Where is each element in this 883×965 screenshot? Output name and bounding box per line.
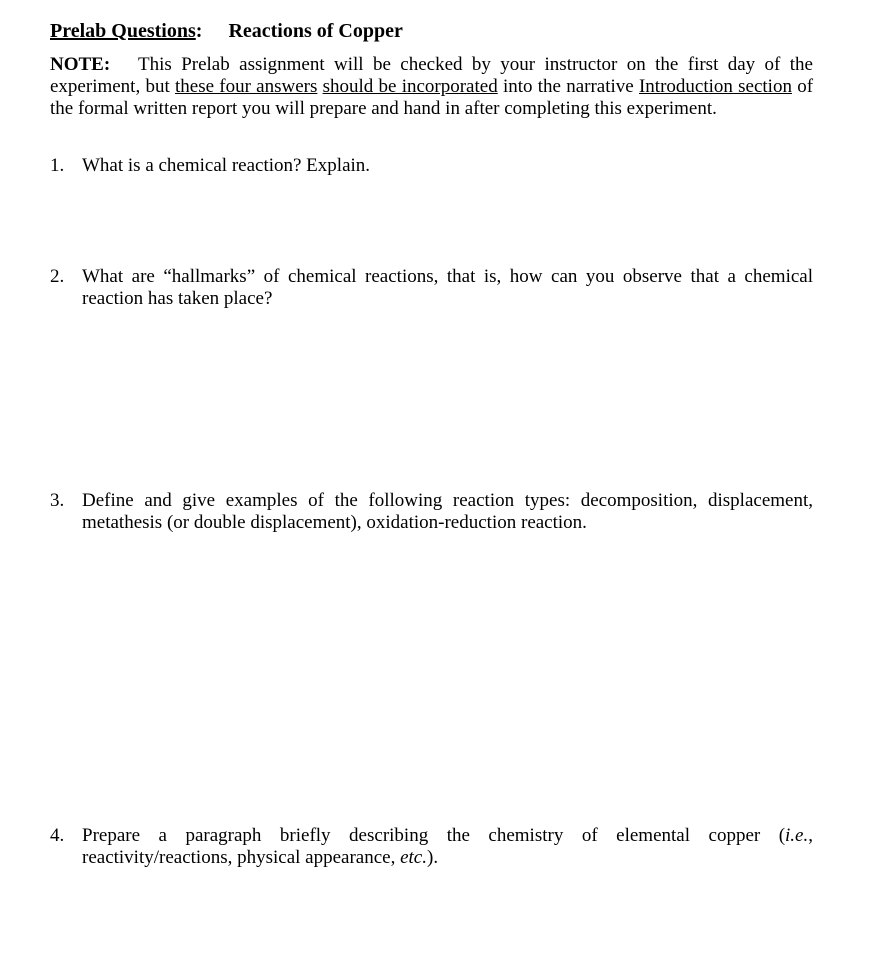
title-colon: : <box>195 20 203 42</box>
question-text: What is a chemical reaction? Explain. <box>82 155 371 176</box>
prelab-label: Prelab Questions <box>50 20 196 42</box>
document-page <box>50 18 814 868</box>
question-text-c: ). <box>427 847 439 868</box>
question-text <box>82 825 813 869</box>
experiment-title: Reactions of Copper <box>228 20 403 42</box>
question-etc: etc. <box>400 847 427 868</box>
page-title <box>50 18 813 44</box>
note-paragraph <box>50 54 813 120</box>
question-number: 3. <box>50 490 65 511</box>
question-text-b: , reactivity/reactions, physical appearance, <box>82 825 813 868</box>
note-underline-incorporated: should be incorporated <box>322 76 498 97</box>
note-underline-four-answers: these four answers <box>174 76 318 97</box>
question-ie: i.e. <box>785 825 809 846</box>
question-number: 2. <box>50 266 65 287</box>
question-number: 4. <box>50 825 65 846</box>
note-text-2: into the narrative <box>502 76 634 97</box>
note-label: NOTE: <box>50 54 111 75</box>
question-3 <box>50 490 813 534</box>
note-text-1: This Prelab assignment will be checked by your instructor on the first day of the experiment, but <box>50 54 813 97</box>
question-1 <box>50 155 813 177</box>
question-2 <box>50 266 813 310</box>
question-number: 1. <box>50 155 65 176</box>
question-4 <box>50 825 813 869</box>
question-text: What are “hallmarks” of chemical reactions, that is, how can you observe that a chemical reaction has taken place? <box>82 266 813 309</box>
question-text: Define and give examples of the following reaction types: decomposition, displacement, metathesis (or double displacement), oxidation-reduction reaction. <box>82 490 813 533</box>
question-text-a: Prepare a paragraph briefly describing the chemistry of elemental copper ( <box>82 825 786 846</box>
note-text-3: of the formal written report you will prepare and hand in after completing this experiment. <box>50 76 814 119</box>
note-underline-introduction: Introduction section <box>638 76 792 97</box>
